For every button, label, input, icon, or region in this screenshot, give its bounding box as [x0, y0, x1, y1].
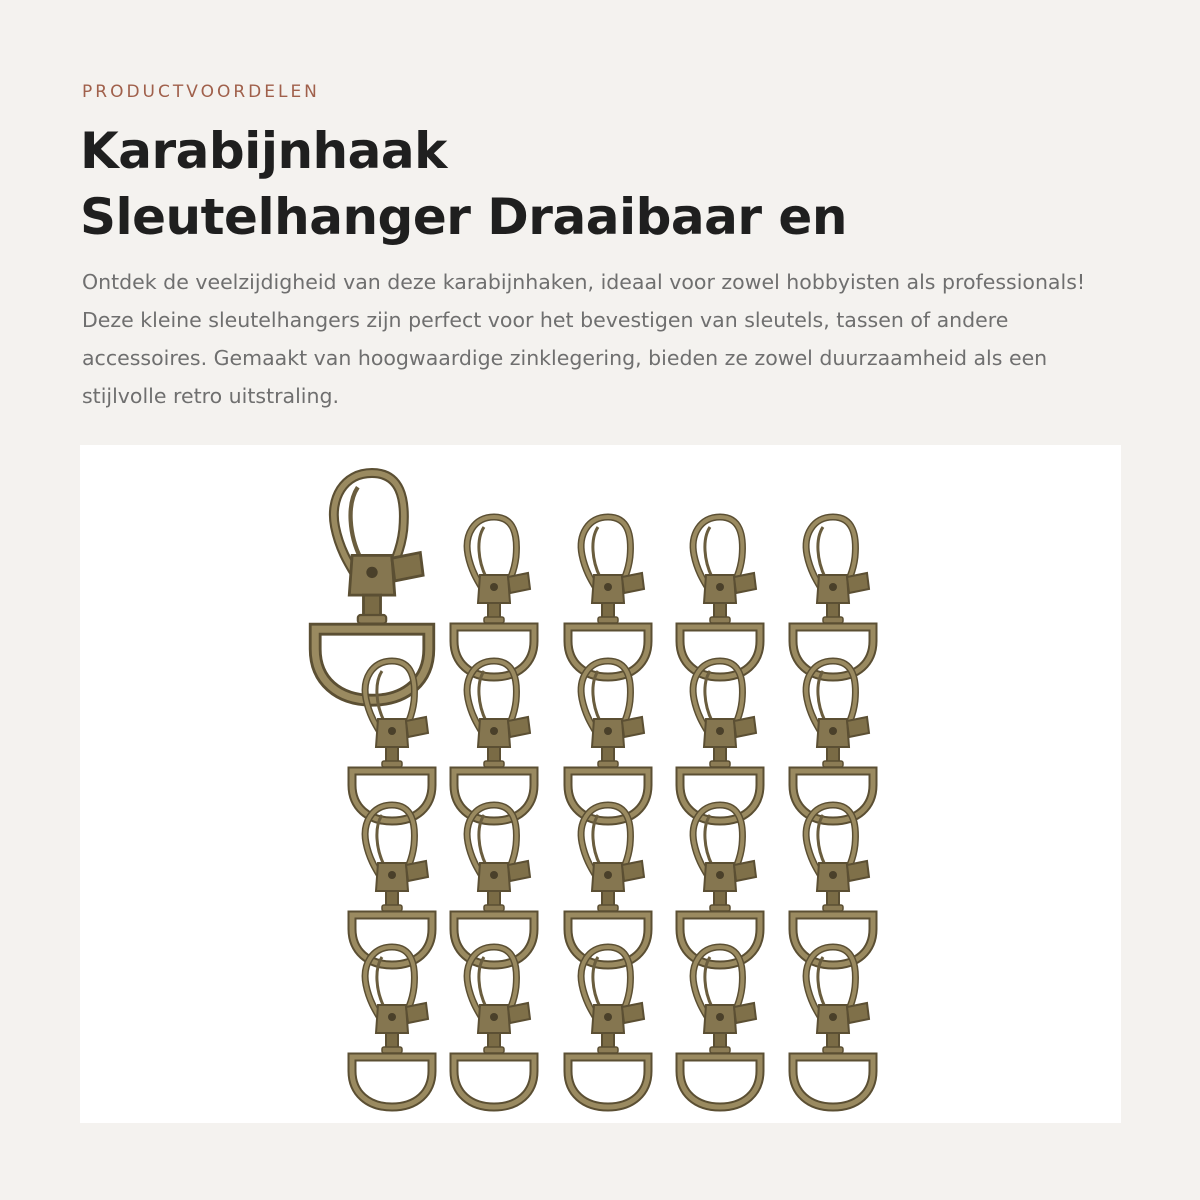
product-photo-canvas [80, 445, 1121, 1123]
section-eyebrow: PRODUCTVOORDELEN [82, 82, 320, 102]
swivel-snap-hook-icon [793, 947, 873, 1107]
page-title-line-1: Karabijnhaak [80, 122, 447, 180]
swivel-snap-hook-icon [680, 947, 760, 1107]
swivel-snap-hook-icon [568, 947, 648, 1107]
swivel-snap-hook-icon [454, 661, 534, 821]
swivel-snap-hook-icon [568, 661, 648, 821]
swivel-snap-hook-icon [568, 517, 648, 677]
swivel-snap-hook-icon [454, 947, 534, 1107]
swivel-snap-hook-icon [793, 805, 873, 965]
swivel-snap-hook-icon [454, 805, 534, 965]
swivel-snap-hook-icon [680, 517, 760, 677]
swivel-snap-hook-icon [352, 947, 432, 1107]
swivel-snap-hook-icon [793, 517, 873, 677]
swivel-snap-hook-icon [454, 517, 534, 677]
swivel-snap-hook-icon [680, 805, 760, 965]
product-description: Ontdek de veelzijdigheid van deze karabijnhaken, ideaal voor zowel hobbyisten als professionals! Deze kleine sleutelhangers zijn perfect voor het bevestigen van sleutels, tassen of andere accessoires. Gemaakt van hoogwaardige zinklegering, bieden ze zowel duurzaamheid als een stijlvolle retro uitstraling. [82, 270, 1086, 408]
product-photo [80, 445, 1121, 1123]
swivel-snap-hook-icon [568, 805, 648, 965]
swivel-snap-hook-icon [793, 661, 873, 821]
page-title-line-2: Sleutelhanger Draaibaar en [80, 188, 847, 246]
swivel-snap-hook-icon [352, 805, 432, 965]
swivel-snap-hook-icon [680, 661, 760, 821]
page-title [80, 118, 847, 250]
